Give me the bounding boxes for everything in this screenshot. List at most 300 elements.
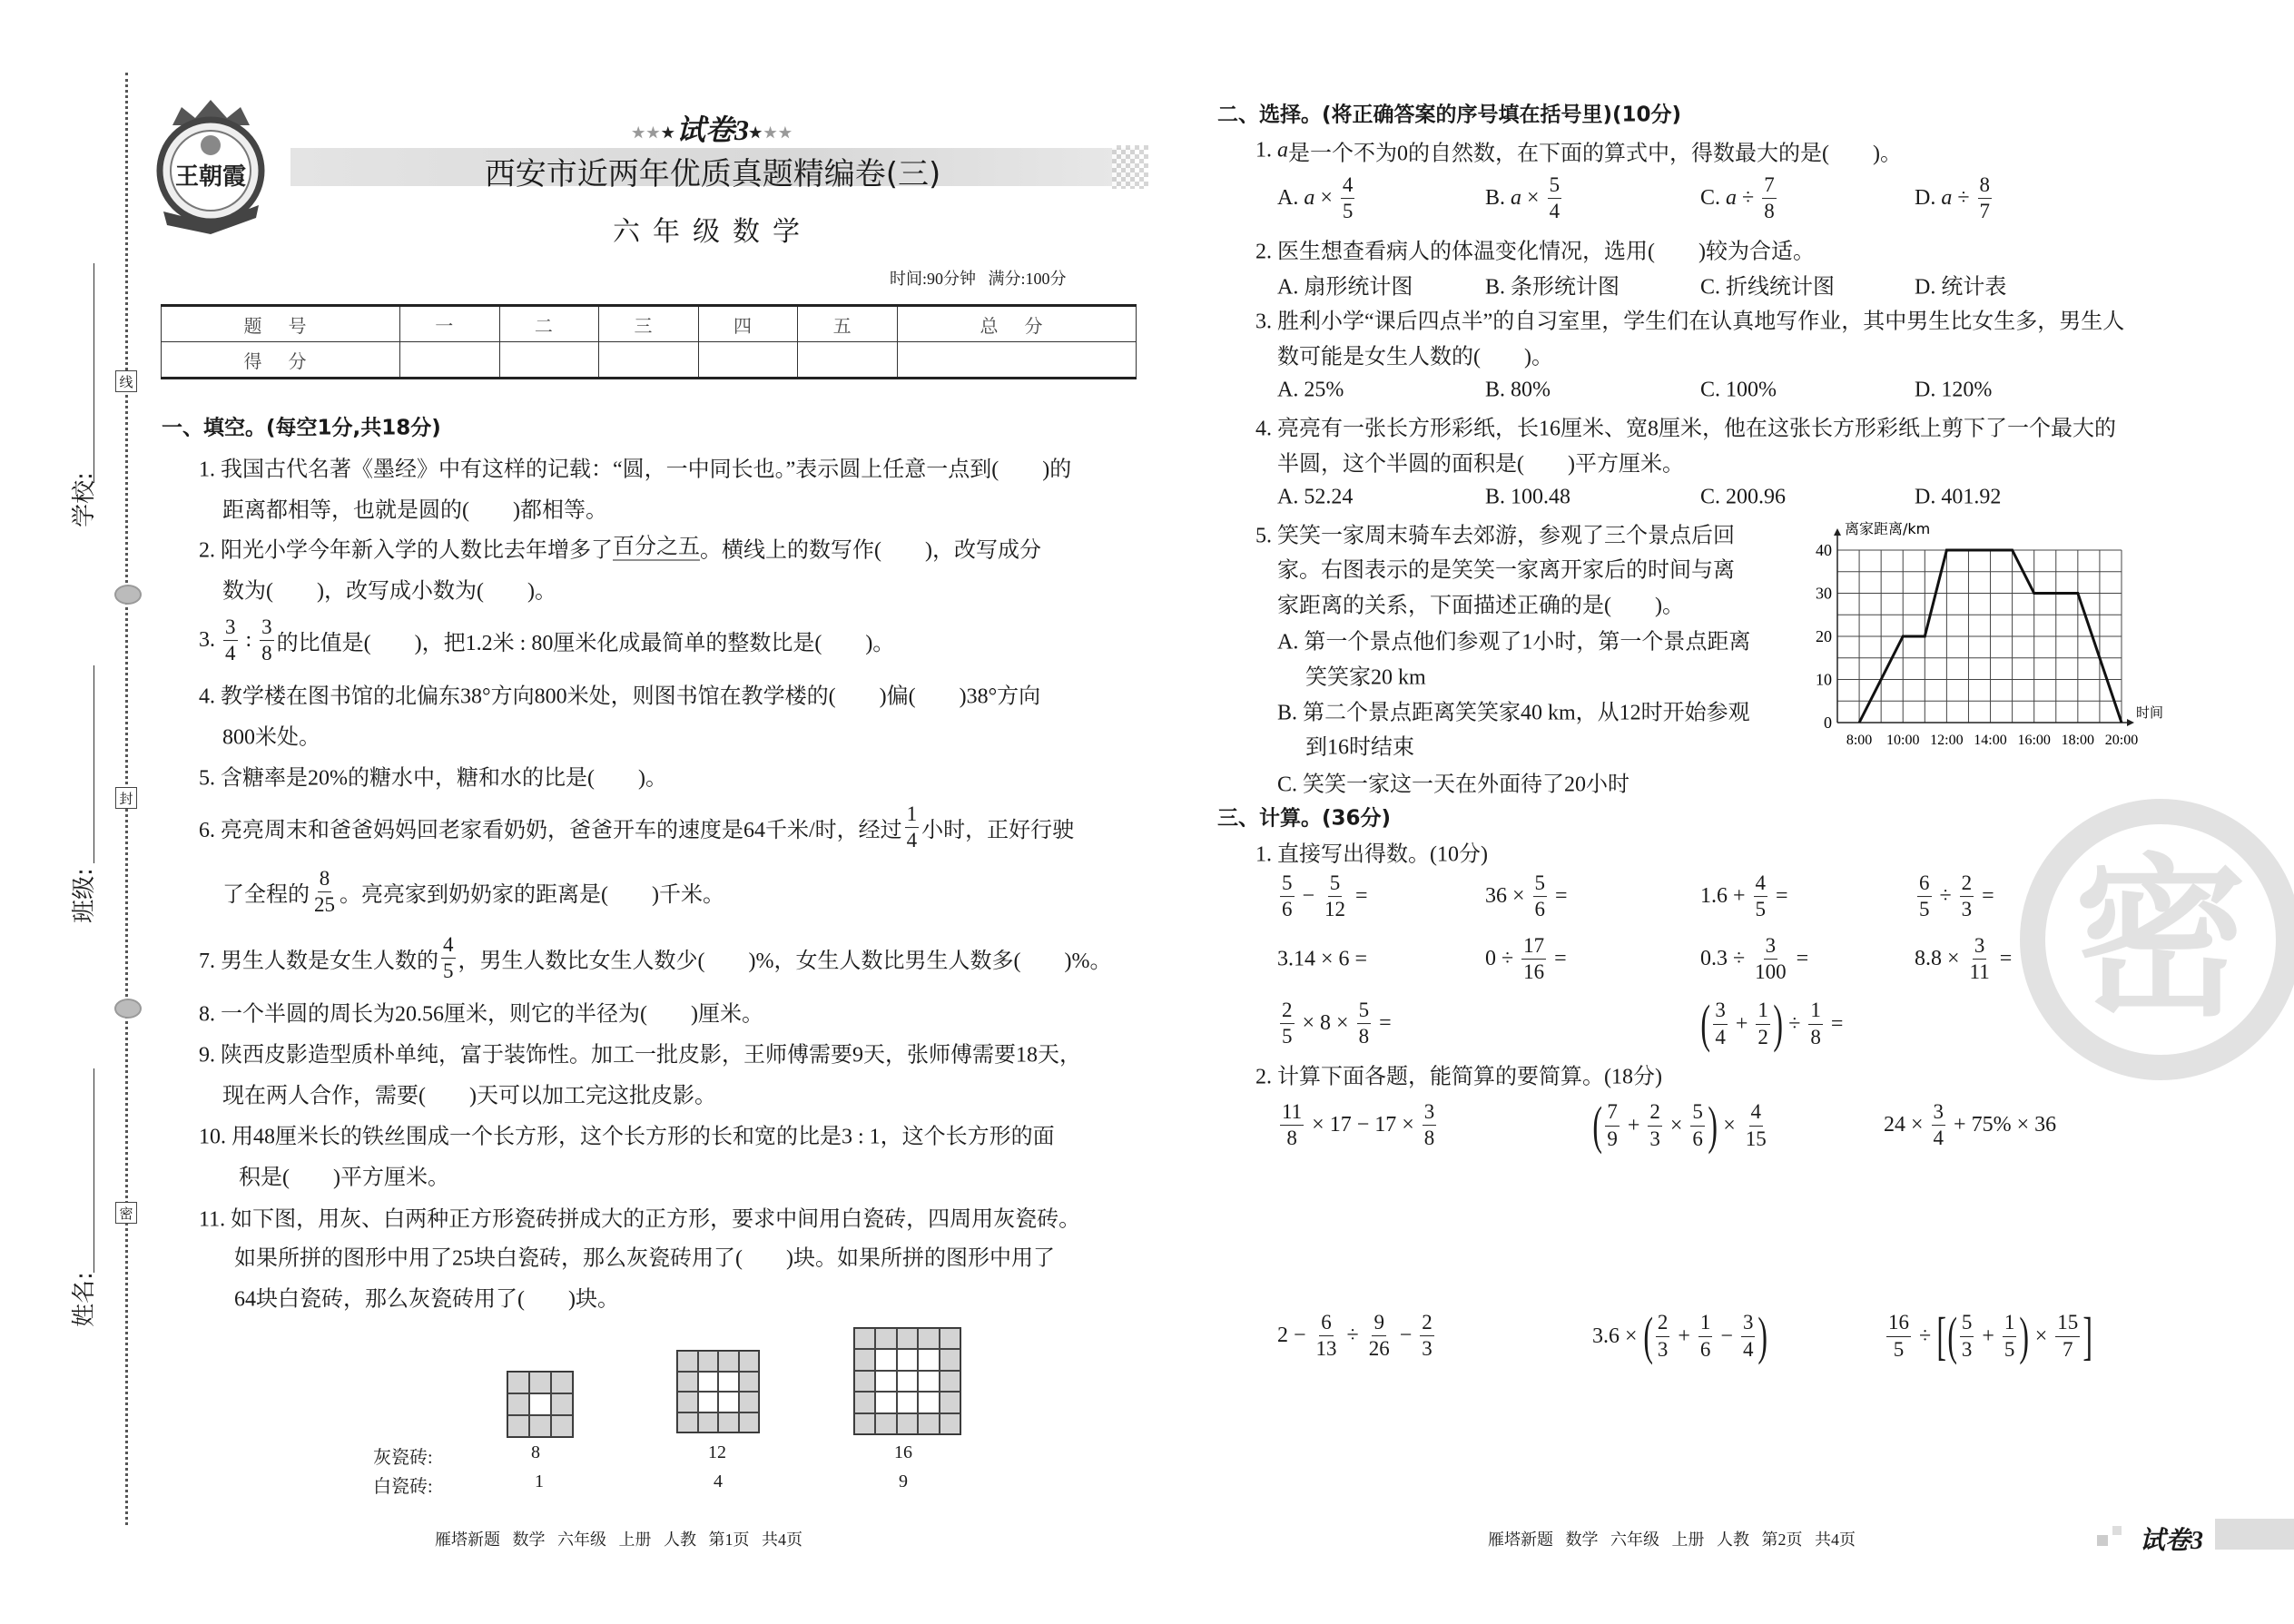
question-text: 1. bbox=[1255, 138, 1277, 162]
cut-mark-xian: 线 bbox=[115, 370, 137, 392]
question-text: × 17 − 17 × bbox=[1306, 1113, 1420, 1137]
variable-text: a bbox=[1726, 186, 1738, 211]
x-tick-label: 16:00 bbox=[2017, 733, 2051, 748]
table-cell: 得 分 bbox=[162, 342, 400, 379]
section2-line bbox=[1255, 303, 2124, 335]
big-bracket: ( bbox=[1946, 1306, 1957, 1365]
fraction-numerator: 16 bbox=[1886, 1311, 1911, 1336]
watermark-text: 密 bbox=[2073, 839, 2247, 1039]
gray-tile bbox=[718, 1351, 739, 1372]
section3-line bbox=[1277, 948, 1367, 972]
score-cell[interactable] bbox=[897, 342, 1136, 379]
question-text: = bbox=[1550, 884, 1568, 909]
question-text: − bbox=[1296, 884, 1321, 909]
white-tile bbox=[918, 1392, 939, 1412]
section3-line bbox=[1915, 934, 2012, 985]
question-text: = bbox=[1976, 884, 1994, 909]
section2-line bbox=[1277, 269, 1413, 300]
y-axis-label: 离家距离/km bbox=[1845, 520, 1931, 537]
section2-line bbox=[1915, 269, 2006, 300]
fraction bbox=[1741, 1311, 1756, 1362]
question-text: = bbox=[1373, 1011, 1392, 1036]
question-text: 1. 我国古代名著《墨经》中有这样的记载：“圆，一中同长也。”表示圆上任意一点到( )的 bbox=[199, 458, 1072, 482]
fraction-denominator: 8 bbox=[1810, 1025, 1821, 1048]
fraction-denominator: 3 bbox=[1422, 1337, 1433, 1361]
question-text: = bbox=[1994, 947, 2013, 971]
question-text: 积是( )平方厘米。 bbox=[239, 1166, 449, 1190]
question-text: + bbox=[1672, 1324, 1696, 1348]
cut-mark-mi: 密 bbox=[115, 1202, 137, 1224]
question-text: 8. 一个半圆的周长为20.56厘米，则它的半径为( )厘米。 bbox=[199, 1002, 763, 1027]
fraction-numerator: 3 bbox=[223, 615, 238, 641]
section3-line bbox=[1592, 1096, 1771, 1155]
question-text: C. 200.96 bbox=[1700, 485, 1787, 509]
gray-tile bbox=[529, 1372, 551, 1393]
gray-tile bbox=[940, 1413, 960, 1434]
fraction-denominator: 5 bbox=[1342, 200, 1354, 223]
section2-line bbox=[1277, 486, 1353, 510]
white-tile-label: 白瓷砖: bbox=[373, 1477, 433, 1497]
section2-line bbox=[1485, 269, 1620, 300]
fraction bbox=[1521, 934, 1546, 985]
fraction-numerator: 7 bbox=[1762, 173, 1777, 199]
gray-tile bbox=[940, 1328, 960, 1349]
section2-line bbox=[1255, 517, 1735, 549]
section2-line bbox=[1255, 410, 2116, 442]
question-text: 。亮亮家到奶奶家的距离是( )千米。 bbox=[340, 883, 724, 908]
fraction-denominator: 8 bbox=[1286, 1127, 1297, 1150]
fraction-numerator: 3 bbox=[1741, 1311, 1756, 1336]
gray-tile bbox=[854, 1392, 875, 1412]
fraction bbox=[1886, 1311, 1911, 1362]
question-text: 是一个不为0的自然数，在下面的算式中，得数最大的是( )。 bbox=[1288, 142, 1902, 166]
section3-line bbox=[1700, 994, 1844, 1053]
section2-line bbox=[1915, 379, 1992, 403]
stars-decoration-icon: ★★ bbox=[631, 125, 662, 142]
question-text: = bbox=[1790, 947, 1809, 971]
fraction-numerator: 7 bbox=[1605, 1100, 1620, 1126]
question-text: 1. 直接写出得数。(10分) bbox=[1255, 842, 1488, 867]
question-text: 笑笑家20 km bbox=[1305, 665, 1426, 690]
table-cell: 三 bbox=[599, 306, 699, 342]
gray-tile bbox=[854, 1328, 875, 1349]
fraction-denominator: 3 bbox=[1649, 1127, 1660, 1150]
section2-line bbox=[1277, 624, 1750, 655]
fraction-numerator: 3 bbox=[1932, 1100, 1946, 1126]
section2-line bbox=[1700, 379, 1777, 403]
question-text: C. 100% bbox=[1700, 378, 1777, 402]
tab-decoration bbox=[2112, 1526, 2122, 1535]
question-text: = bbox=[1825, 1011, 1844, 1036]
stars-decoration-icon: ★★ bbox=[763, 125, 794, 142]
section1-line bbox=[199, 532, 1041, 564]
section2-line bbox=[1277, 446, 1684, 477]
fraction-numerator: 5 bbox=[1328, 871, 1343, 897]
question-text: 5. 笑笑一家周末骑车去郊游，参观了三个景点后回 bbox=[1255, 524, 1735, 548]
question-text: 3. bbox=[199, 628, 221, 653]
fraction-denominator: 3 bbox=[1657, 1337, 1669, 1361]
underlined-text: 百分之五 bbox=[613, 534, 700, 561]
gray-tile bbox=[677, 1351, 698, 1372]
fraction-numerator: 3 bbox=[1713, 999, 1728, 1024]
gray-tile bbox=[551, 1415, 573, 1437]
section3-line bbox=[1884, 1100, 2056, 1151]
fraction-numerator: 2 bbox=[1280, 999, 1295, 1024]
score-cell[interactable] bbox=[698, 342, 798, 379]
x-axis-arrow-icon bbox=[2127, 719, 2134, 726]
gray-count: 8 bbox=[531, 1442, 540, 1462]
white-tile bbox=[918, 1371, 939, 1392]
fraction-denominator: 4 bbox=[1742, 1337, 1754, 1361]
section2-line bbox=[1277, 339, 1553, 370]
score-cell[interactable] bbox=[599, 342, 699, 379]
footer-right: 雁塔新题 数学 六年级 上册 人教 第2页 共4页 bbox=[1488, 1530, 1856, 1549]
section1-line bbox=[199, 933, 1111, 984]
question-text: 64块白瓷砖，那么灰瓷砖用了( )块。 bbox=[234, 1287, 619, 1312]
white-count: 4 bbox=[714, 1471, 723, 1491]
question-text: = bbox=[1350, 884, 1368, 909]
question-text: ÷ bbox=[1934, 884, 1957, 909]
white-tile bbox=[698, 1392, 719, 1412]
x-tick-label: 10:00 bbox=[1886, 733, 1920, 748]
question-text: 10. 用48厘米长的铁丝围成一个长方形，这个长方形的长和宽的比是3 : 1，这个长方形的面 bbox=[199, 1125, 1055, 1149]
question-text: B. 100.48 bbox=[1485, 485, 1571, 509]
gray-tile bbox=[918, 1328, 939, 1349]
question-text: × bbox=[1664, 1113, 1689, 1137]
big-bracket: ) bbox=[1773, 994, 1783, 1053]
fraction bbox=[441, 933, 456, 984]
gray-count: 12 bbox=[708, 1442, 726, 1462]
tab-decoration bbox=[2097, 1535, 2108, 1546]
question-text: B. 条形统计图 bbox=[1485, 275, 1620, 300]
question-text: = bbox=[1770, 884, 1788, 909]
white-tile bbox=[875, 1371, 896, 1392]
fraction bbox=[1756, 999, 1770, 1049]
section3-line bbox=[1700, 934, 1808, 985]
question-text: B. 第二个景点距离笑笑家40 km，从12时开始参观 bbox=[1277, 701, 1750, 725]
section1-line bbox=[199, 996, 763, 1028]
big-bracket: ( bbox=[1642, 1306, 1653, 1365]
score-cell[interactable] bbox=[400, 342, 500, 379]
exam-title: 西安市近两年优质真题精编卷(三) bbox=[484, 156, 941, 192]
fraction-denominator: 12 bbox=[1324, 898, 1346, 921]
section1-line bbox=[222, 573, 556, 605]
x-tick-label: 14:00 bbox=[1974, 733, 2007, 748]
section3-line bbox=[1485, 934, 1567, 985]
fraction bbox=[1698, 1311, 1713, 1362]
question-text: = bbox=[1549, 947, 1567, 971]
distance-time-chart bbox=[1807, 517, 2188, 755]
section1-line bbox=[199, 1201, 1080, 1233]
class-label: 班级: bbox=[70, 868, 98, 923]
gray-tile bbox=[854, 1349, 875, 1370]
fraction-numerator: 9 bbox=[1372, 1311, 1386, 1336]
fraction bbox=[1960, 1311, 1974, 1362]
fraction-numerator: 4 bbox=[1754, 871, 1768, 897]
question-text: C. bbox=[1700, 186, 1727, 211]
question-text: 如果所拼的图形中用了25块白瓷砖，那么灰瓷砖用了( )块。如果所拼的图形中用了 bbox=[234, 1246, 1055, 1271]
section2-line bbox=[1915, 173, 1994, 224]
score-cell[interactable] bbox=[798, 342, 898, 379]
table-cell: 一 bbox=[400, 306, 500, 342]
gray-tile bbox=[875, 1413, 896, 1434]
question-text: 现在两人合作，需要( )天可以加工完这批皮影。 bbox=[222, 1084, 716, 1108]
cut-mark-feng: 封 bbox=[115, 787, 137, 809]
section1-line bbox=[199, 615, 894, 666]
question-text: × bbox=[1718, 1113, 1741, 1137]
fraction-denominator: 6 bbox=[1692, 1127, 1703, 1150]
question-text: + bbox=[1621, 1113, 1646, 1137]
paper-tab bbox=[2129, 1519, 2294, 1555]
white-tile bbox=[718, 1372, 739, 1393]
fraction-numerator: 5 bbox=[1280, 871, 1295, 897]
fraction-denominator: 5 bbox=[2004, 1337, 2015, 1361]
gray-tile bbox=[698, 1412, 719, 1433]
fraction-numerator: 4 bbox=[1341, 173, 1355, 199]
star-icon: ★ bbox=[749, 125, 764, 142]
question-text: ÷ bbox=[1914, 1324, 1937, 1348]
y-tick-label: 0 bbox=[1824, 714, 1832, 732]
big-bracket: ( bbox=[1592, 1096, 1602, 1155]
question-text: 3. 胜利小学“课后四点半”的自习室里，学生们在认真地写作业，其中男生比女生多，男生人 bbox=[1255, 310, 2125, 334]
tile-figure bbox=[676, 1350, 760, 1433]
section3-line bbox=[1485, 871, 1568, 922]
white-tile bbox=[875, 1349, 896, 1370]
fraction bbox=[1280, 871, 1295, 922]
fraction bbox=[1754, 871, 1768, 922]
fraction bbox=[1323, 871, 1347, 922]
question-text: 0 ÷ bbox=[1485, 947, 1520, 971]
fraction-denominator: 16 bbox=[1523, 960, 1545, 984]
time-and-score-info: 时间:90分钟 满分:100分 bbox=[890, 270, 1067, 288]
fraction bbox=[1423, 1100, 1437, 1151]
section3-line bbox=[1277, 1311, 1437, 1362]
fraction-denominator: 4 bbox=[225, 642, 236, 665]
gray-tile bbox=[897, 1413, 918, 1434]
question-text: 24 × bbox=[1884, 1113, 1929, 1137]
section3-line bbox=[1277, 999, 1392, 1049]
fraction-numerator: 5 bbox=[1533, 871, 1548, 897]
question-text: 6. 亮亮周末和爸爸妈妈回老家看奶奶，爸爸开车的速度是64千米/时，经过 bbox=[199, 819, 902, 843]
question-text: 2 − bbox=[1277, 1324, 1312, 1348]
fraction-numerator: 1 bbox=[1808, 999, 1823, 1024]
variable-text: a bbox=[1304, 186, 1315, 211]
fraction-denominator: 6 bbox=[1534, 898, 1546, 921]
paper-tab-text: 试卷3 bbox=[2140, 1527, 2204, 1555]
question-text: 到16时结束 bbox=[1305, 735, 1414, 760]
white-tile bbox=[897, 1392, 918, 1412]
score-table-score-row bbox=[162, 342, 1137, 379]
section2-line bbox=[1255, 233, 1815, 265]
fraction-numerator: 5 bbox=[1548, 173, 1562, 199]
gray-tile bbox=[739, 1412, 760, 1433]
fraction bbox=[2055, 1311, 2080, 1362]
gray-tile bbox=[507, 1393, 529, 1415]
question-text: 2. 医生想查看病人的体温变化情况，选用( )较为合适。 bbox=[1255, 240, 1815, 264]
question-text: 9. 陕西皮影造型质朴单纯，富于装饰性。加工一批皮影，王师傅需要9天，张师傅需要18天， bbox=[199, 1043, 1081, 1068]
section2-line bbox=[1305, 729, 1414, 761]
question-text: D. 统计表 bbox=[1915, 275, 2007, 300]
x-axis-label: 时间 bbox=[2136, 704, 2164, 721]
gray-tile bbox=[551, 1372, 573, 1393]
secret-watermark bbox=[2020, 799, 2294, 1080]
question-text: 了全程的 bbox=[222, 883, 310, 908]
fraction-denominator: 5 bbox=[1755, 898, 1767, 921]
question-text: 数可能是女生人数的( )。 bbox=[1277, 345, 1553, 369]
section1-heading: 一、填空。(每空1分,共18分) bbox=[162, 416, 441, 440]
fraction bbox=[1648, 1100, 1662, 1151]
question-text: 。横线上的数写作( )，改写成分 bbox=[700, 538, 1041, 563]
variable-text: a bbox=[1511, 186, 1522, 211]
big-bracket: ( bbox=[1700, 994, 1710, 1053]
y-tick-label: 20 bbox=[1816, 627, 1832, 645]
question-text: 4. 亮亮有一张长方形彩纸，长16厘米、宽8厘米，他在这张长方形彩纸上剪下了一个最大的 bbox=[1255, 417, 2116, 441]
gray-tile-label: 灰瓷砖: bbox=[373, 1448, 433, 1468]
gray-tile bbox=[677, 1392, 698, 1412]
fraction-numerator: 1 bbox=[905, 802, 920, 828]
fraction-numerator: 3 bbox=[1973, 934, 1987, 960]
question-text: 8.8 × bbox=[1915, 947, 1965, 971]
gray-tile bbox=[875, 1328, 896, 1349]
section1-line bbox=[234, 1240, 1055, 1272]
gray-tile bbox=[507, 1415, 529, 1437]
fraction-numerator: 1 bbox=[2003, 1311, 2017, 1336]
fraction-numerator: 2 bbox=[1960, 871, 1974, 897]
gray-tile bbox=[698, 1351, 719, 1372]
fraction-denominator: 5 bbox=[1919, 898, 1930, 921]
question-text: ÷ bbox=[1952, 186, 1975, 211]
paper-number bbox=[563, 107, 862, 149]
fraction-numerator: 5 bbox=[1960, 1311, 1974, 1336]
section1-line bbox=[222, 492, 607, 524]
question-text: C. 折线统计图 bbox=[1700, 275, 1836, 300]
white-count: 1 bbox=[535, 1471, 544, 1491]
gray-tile bbox=[739, 1351, 760, 1372]
question-text: B. bbox=[1485, 186, 1511, 211]
white-tile bbox=[718, 1392, 739, 1412]
fraction-numerator: 5 bbox=[1357, 999, 1372, 1024]
fraction bbox=[1420, 1311, 1434, 1362]
fraction-denominator: 4 bbox=[1933, 1127, 1944, 1150]
variable-text: a bbox=[1277, 138, 1288, 162]
question-text: ÷ bbox=[1341, 1324, 1364, 1348]
question-text: 数为( )，改写成小数为( )。 bbox=[222, 579, 556, 604]
question-text: − bbox=[1715, 1324, 1738, 1348]
fraction-numerator: 3 bbox=[1764, 934, 1778, 960]
section3-line bbox=[1592, 1306, 1768, 1365]
fraction bbox=[1968, 934, 1992, 985]
question-text: × bbox=[1521, 186, 1545, 211]
section3-line bbox=[1277, 871, 1368, 922]
section1-line bbox=[222, 867, 724, 918]
section2-line bbox=[1485, 173, 1564, 224]
gray-tile bbox=[739, 1392, 760, 1412]
gray-tile bbox=[897, 1328, 918, 1349]
question-text: + bbox=[1976, 1324, 2000, 1348]
x-tick-label: 8:00 bbox=[1846, 733, 1873, 748]
fraction-denominator: 4 bbox=[1549, 200, 1561, 223]
fraction bbox=[1744, 1100, 1768, 1151]
section2-line bbox=[1485, 379, 1551, 403]
fraction-numerator: 3 bbox=[1423, 1100, 1437, 1126]
fraction-denominator: 8 bbox=[1358, 1025, 1370, 1048]
fraction bbox=[1341, 173, 1355, 224]
fraction bbox=[1367, 1311, 1392, 1362]
section2-line bbox=[1277, 587, 1684, 619]
fraction-numerator: 1 bbox=[1756, 999, 1770, 1024]
fraction-denominator: 4 bbox=[906, 829, 918, 852]
section2-line bbox=[1305, 659, 1426, 691]
section3-line bbox=[1915, 871, 1994, 922]
fraction-denominator: 25 bbox=[314, 893, 335, 917]
question-text: + bbox=[1729, 1011, 1754, 1036]
fraction bbox=[1656, 1311, 1670, 1362]
fraction-denominator: 4 bbox=[1715, 1025, 1726, 1048]
gray-count: 16 bbox=[894, 1442, 912, 1462]
section1-line bbox=[199, 451, 1071, 483]
fraction bbox=[905, 802, 920, 853]
section2-line bbox=[1277, 766, 1629, 798]
fraction bbox=[1932, 1100, 1946, 1151]
gray-tile bbox=[940, 1392, 960, 1412]
fraction bbox=[1533, 871, 1548, 922]
fraction bbox=[223, 615, 238, 666]
fraction bbox=[1605, 1100, 1620, 1151]
fraction-denominator: 8 bbox=[1423, 1127, 1435, 1150]
fraction bbox=[312, 867, 337, 918]
fraction-denominator: 2 bbox=[1757, 1025, 1768, 1048]
fraction bbox=[1960, 871, 1974, 922]
question-text: B. 80% bbox=[1485, 378, 1551, 402]
white-count: 9 bbox=[899, 1471, 908, 1491]
gray-tile bbox=[677, 1412, 698, 1433]
fraction-denominator: 5 bbox=[1893, 1337, 1905, 1361]
section1-line bbox=[234, 1281, 619, 1313]
white-tile bbox=[698, 1372, 719, 1393]
fraction-numerator: 1 bbox=[1698, 1311, 1713, 1336]
question-text: 7. 男生人数是女生人数的 bbox=[199, 950, 438, 974]
gray-tile bbox=[529, 1415, 551, 1437]
footer-left: 雁塔新题 数学 六年级 上册 人教 第1页 共4页 bbox=[435, 1530, 802, 1549]
fraction bbox=[1978, 173, 1993, 224]
question-text: 2. 计算下面各题，能简算的要简算。(18分) bbox=[1255, 1065, 1662, 1089]
section1-line bbox=[199, 802, 1074, 853]
fraction bbox=[1762, 173, 1777, 224]
table-cell: 二 bbox=[499, 306, 599, 342]
fraction bbox=[1357, 999, 1372, 1049]
question-text: × 8 × bbox=[1296, 1011, 1354, 1036]
x-tick-label: 18:00 bbox=[2061, 733, 2095, 748]
question-text: A. 扇形统计图 bbox=[1277, 275, 1413, 300]
question-text: D. 401.92 bbox=[1915, 485, 2002, 509]
fraction-denominator: 9 bbox=[1607, 1127, 1618, 1150]
section2-line bbox=[1485, 486, 1570, 510]
white-tile bbox=[897, 1371, 918, 1392]
question-text: D. bbox=[1915, 186, 1942, 211]
fraction-numerator: 8 bbox=[1978, 173, 1993, 199]
question-text: 0.3 ÷ bbox=[1700, 947, 1751, 971]
fraction-denominator: 15 bbox=[1745, 1127, 1767, 1150]
big-bracket: [ bbox=[1936, 1306, 1947, 1365]
fraction-numerator: 2 bbox=[1420, 1311, 1434, 1336]
fraction-denominator: 8 bbox=[261, 642, 272, 665]
question-text: C. 笑笑一家这一天在外面待了20小时 bbox=[1277, 773, 1630, 797]
question-text: 11. 如下图，用灰、白两种正方形瓷砖拼成大的正方形，要求中间用白瓷砖，四周用灰瓷砖。 bbox=[199, 1207, 1081, 1232]
fraction-numerator: 4 bbox=[1749, 1100, 1764, 1126]
question-text: 小时，正好行驶 bbox=[921, 819, 1075, 843]
question-text: 5. 含糖率是20%的糖水中，糖和水的比是( )。 bbox=[199, 766, 667, 791]
score-cell[interactable] bbox=[499, 342, 599, 379]
